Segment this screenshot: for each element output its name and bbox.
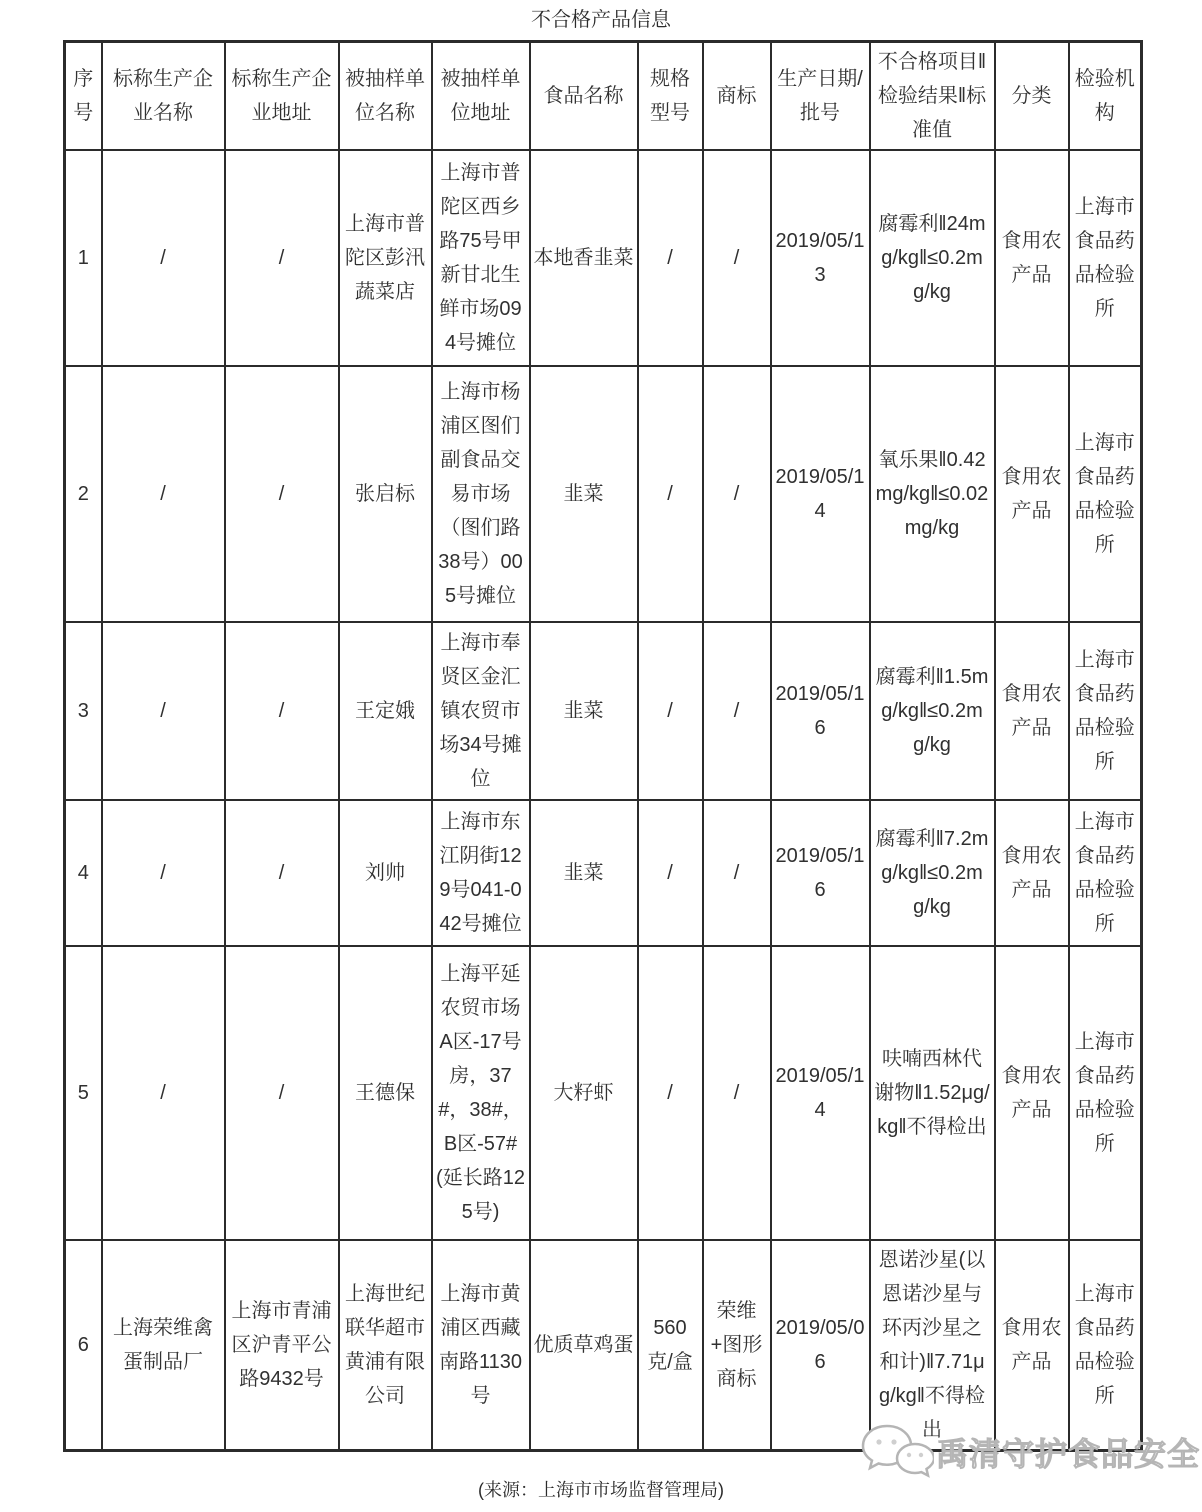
cell-defect-item: 恩诺沙星(以恩诺沙星与环丙沙星之和计)‖7.71μg/kg‖不得检出 bbox=[870, 1240, 995, 1451]
cell-sampled-unit-address: 上海市黄浦区西藏南路1130号 bbox=[432, 1240, 530, 1451]
cell-production-date: 2019/05/16 bbox=[771, 800, 870, 946]
col-header-production-date: 生产日期/批号 bbox=[771, 42, 870, 151]
cell-sampled-unit-address: 上海市普陀区西乡路75号甲新甘北生鲜市场094号摊位 bbox=[432, 150, 530, 366]
cell-category: 食用农产品 bbox=[995, 366, 1069, 622]
table-row bbox=[65, 150, 1142, 366]
cell-production-date: 2019/05/14 bbox=[771, 946, 870, 1240]
table-row bbox=[65, 366, 1142, 622]
col-header-producer-name: 标称生产企业名称 bbox=[102, 42, 225, 151]
cell-defect-item: 腐霉利‖1.5mg/kg‖≤0.2mg/kg bbox=[870, 622, 995, 800]
cell-inspection-agency: 上海市食品药品检验所 bbox=[1069, 622, 1142, 800]
cell-sampled-unit-address: 上海市奉贤区金汇镇农贸市场34号摊位 bbox=[432, 622, 530, 800]
cell-trademark: / bbox=[703, 800, 771, 946]
cell-sampled-unit-address: 上海平延农贸市场A区-17号房，37#，38#，B区-57#(延长路125号) bbox=[432, 946, 530, 1240]
cell-sampled-unit-name: 王德保 bbox=[339, 946, 432, 1240]
col-header-defect-item: 不合格项目‖检验结果‖标准值 bbox=[870, 42, 995, 151]
watermark-text: 禹清守护食品安全 bbox=[936, 1436, 1201, 1472]
col-header-sampled-unit-name: 被抽样单位名称 bbox=[339, 42, 432, 151]
cell-spec: / bbox=[638, 946, 703, 1240]
cell-category: 食用农产品 bbox=[995, 800, 1069, 946]
page-title: 不合格产品信息 bbox=[531, 9, 671, 31]
col-header-inspection-agency: 检验机构 bbox=[1069, 42, 1142, 151]
cell-defect-item: 呋喃西林代谢物‖1.52μg/kg‖不得检出 bbox=[870, 946, 995, 1240]
cell-sampled-unit-name: 上海世纪联华超市黄浦有限公司 bbox=[339, 1240, 432, 1451]
defective-products-table bbox=[63, 40, 1143, 1452]
cell-inspection-agency: 上海市食品药品检验所 bbox=[1069, 150, 1142, 366]
cell-seq: 6 bbox=[65, 1240, 102, 1451]
cell-food-name: 本地香韭菜 bbox=[530, 150, 638, 366]
cell-producer-address: / bbox=[225, 366, 339, 622]
cell-spec: / bbox=[638, 150, 703, 366]
cell-producer-name: / bbox=[102, 150, 225, 366]
table-body bbox=[65, 150, 1142, 1451]
table-row bbox=[65, 946, 1142, 1240]
col-header-sampled-unit-address: 被抽样单位地址 bbox=[432, 42, 530, 151]
cell-production-date: 2019/05/13 bbox=[771, 150, 870, 366]
cell-producer-address: / bbox=[225, 622, 339, 800]
cell-production-date: 2019/05/14 bbox=[771, 366, 870, 622]
cell-producer-address: / bbox=[225, 150, 339, 366]
cell-sampled-unit-address: 上海市东江阴街129号041-042号摊位 bbox=[432, 800, 530, 946]
cell-trademark: / bbox=[703, 150, 771, 366]
cell-producer-name: / bbox=[102, 622, 225, 800]
cell-food-name: 韭菜 bbox=[530, 800, 638, 946]
cell-producer-name: / bbox=[102, 800, 225, 946]
cell-trademark: / bbox=[703, 622, 771, 800]
cell-spec: / bbox=[638, 622, 703, 800]
cell-producer-address: 上海市青浦区沪青平公路9432号 bbox=[225, 1240, 339, 1451]
cell-trademark: / bbox=[703, 366, 771, 622]
cell-inspection-agency: 上海市食品药品检验所 bbox=[1069, 1240, 1142, 1451]
cell-producer-name: 上海荣维禽蛋制品厂 bbox=[102, 1240, 225, 1451]
cell-spec: / bbox=[638, 366, 703, 622]
col-header-trademark: 商标 bbox=[703, 42, 771, 151]
col-header-producer-address: 标称生产企业地址 bbox=[225, 42, 339, 151]
cell-defect-item: 腐霉利‖24mg/kg‖≤0.2mg/kg bbox=[870, 150, 995, 366]
cell-sampled-unit-name: 刘帅 bbox=[339, 800, 432, 946]
cell-producer-name: / bbox=[102, 366, 225, 622]
table-row bbox=[65, 622, 1142, 800]
cell-inspection-agency: 上海市食品药品检验所 bbox=[1069, 946, 1142, 1240]
cell-food-name: 韭菜 bbox=[530, 366, 638, 622]
cell-seq: 1 bbox=[65, 150, 102, 366]
source-note: (来源：上海市市场监督管理局) bbox=[478, 1480, 724, 1500]
cell-trademark: 荣维+图形商标 bbox=[703, 1240, 771, 1451]
cell-defect-item: 氧乐果‖0.42mg/kg‖≤0.02mg/kg bbox=[870, 366, 995, 622]
cell-seq: 2 bbox=[65, 366, 102, 622]
col-header-seq: 序号 bbox=[65, 42, 102, 151]
cell-seq: 3 bbox=[65, 622, 102, 800]
header-row bbox=[65, 42, 1142, 151]
col-header-food-name: 食品名称 bbox=[530, 42, 638, 151]
cell-sampled-unit-name: 张启标 bbox=[339, 366, 432, 622]
cell-producer-address: / bbox=[225, 946, 339, 1240]
cell-sampled-unit-name: 上海市普陀区彭汛蔬菜店 bbox=[339, 150, 432, 366]
cell-producer-address: / bbox=[225, 800, 339, 946]
cell-production-date: 2019/05/16 bbox=[771, 622, 870, 800]
cell-sampled-unit-address: 上海市杨浦区图们副食品交易市场（图们路38号）005号摊位 bbox=[432, 366, 530, 622]
cell-food-name: 优质草鸡蛋 bbox=[530, 1240, 638, 1451]
cell-category: 食用农产品 bbox=[995, 150, 1069, 366]
cell-spec: 560克/盒 bbox=[638, 1240, 703, 1451]
cell-category: 食用农产品 bbox=[995, 946, 1069, 1240]
cell-seq: 4 bbox=[65, 800, 102, 946]
cell-inspection-agency: 上海市食品药品检验所 bbox=[1069, 366, 1142, 622]
cell-inspection-agency: 上海市食品药品检验所 bbox=[1069, 800, 1142, 946]
cell-trademark: / bbox=[703, 946, 771, 1240]
cell-spec: / bbox=[638, 800, 703, 946]
col-header-spec: 规格型号 bbox=[638, 42, 703, 151]
cell-food-name: 韭菜 bbox=[530, 622, 638, 800]
cell-production-date: 2019/05/06 bbox=[771, 1240, 870, 1451]
cell-category: 食用农产品 bbox=[995, 622, 1069, 800]
col-header-category: 分类 bbox=[995, 42, 1069, 151]
cell-food-name: 大籽虾 bbox=[530, 946, 638, 1240]
table-row bbox=[65, 1240, 1142, 1451]
cell-category: 食用农产品 bbox=[995, 1240, 1069, 1451]
cell-sampled-unit-name: 王定娥 bbox=[339, 622, 432, 800]
table-row bbox=[65, 800, 1142, 946]
cell-defect-item: 腐霉利‖7.2mg/kg‖≤0.2mg/kg bbox=[870, 800, 995, 946]
cell-producer-name: / bbox=[102, 946, 225, 1240]
cell-seq: 5 bbox=[65, 946, 102, 1240]
table-header bbox=[65, 42, 1142, 151]
